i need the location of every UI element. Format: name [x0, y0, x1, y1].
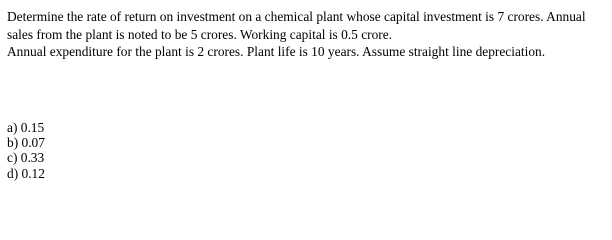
- option-b: b) 0.07: [7, 135, 45, 151]
- question-text: [7, 8, 597, 61]
- question-paragraph-1: Determine the rate of return on investment on a chemical plant whose capital investment is 7 crores. Annual sales from the plant is noted to be 5 crores. Working capital is 0.5 crore.: [7, 9, 586, 42]
- option-a: a) 0.15: [7, 120, 45, 135]
- option-d: d) 0.12: [7, 165, 45, 181]
- option-c: c) 0.33: [7, 150, 45, 166]
- answer-options: [7, 120, 45, 181]
- question-paragraph-2: Annual expenditure for the plant is 2 crores. Plant life is 10 years. Assume straight line depreciation.: [7, 44, 546, 59]
